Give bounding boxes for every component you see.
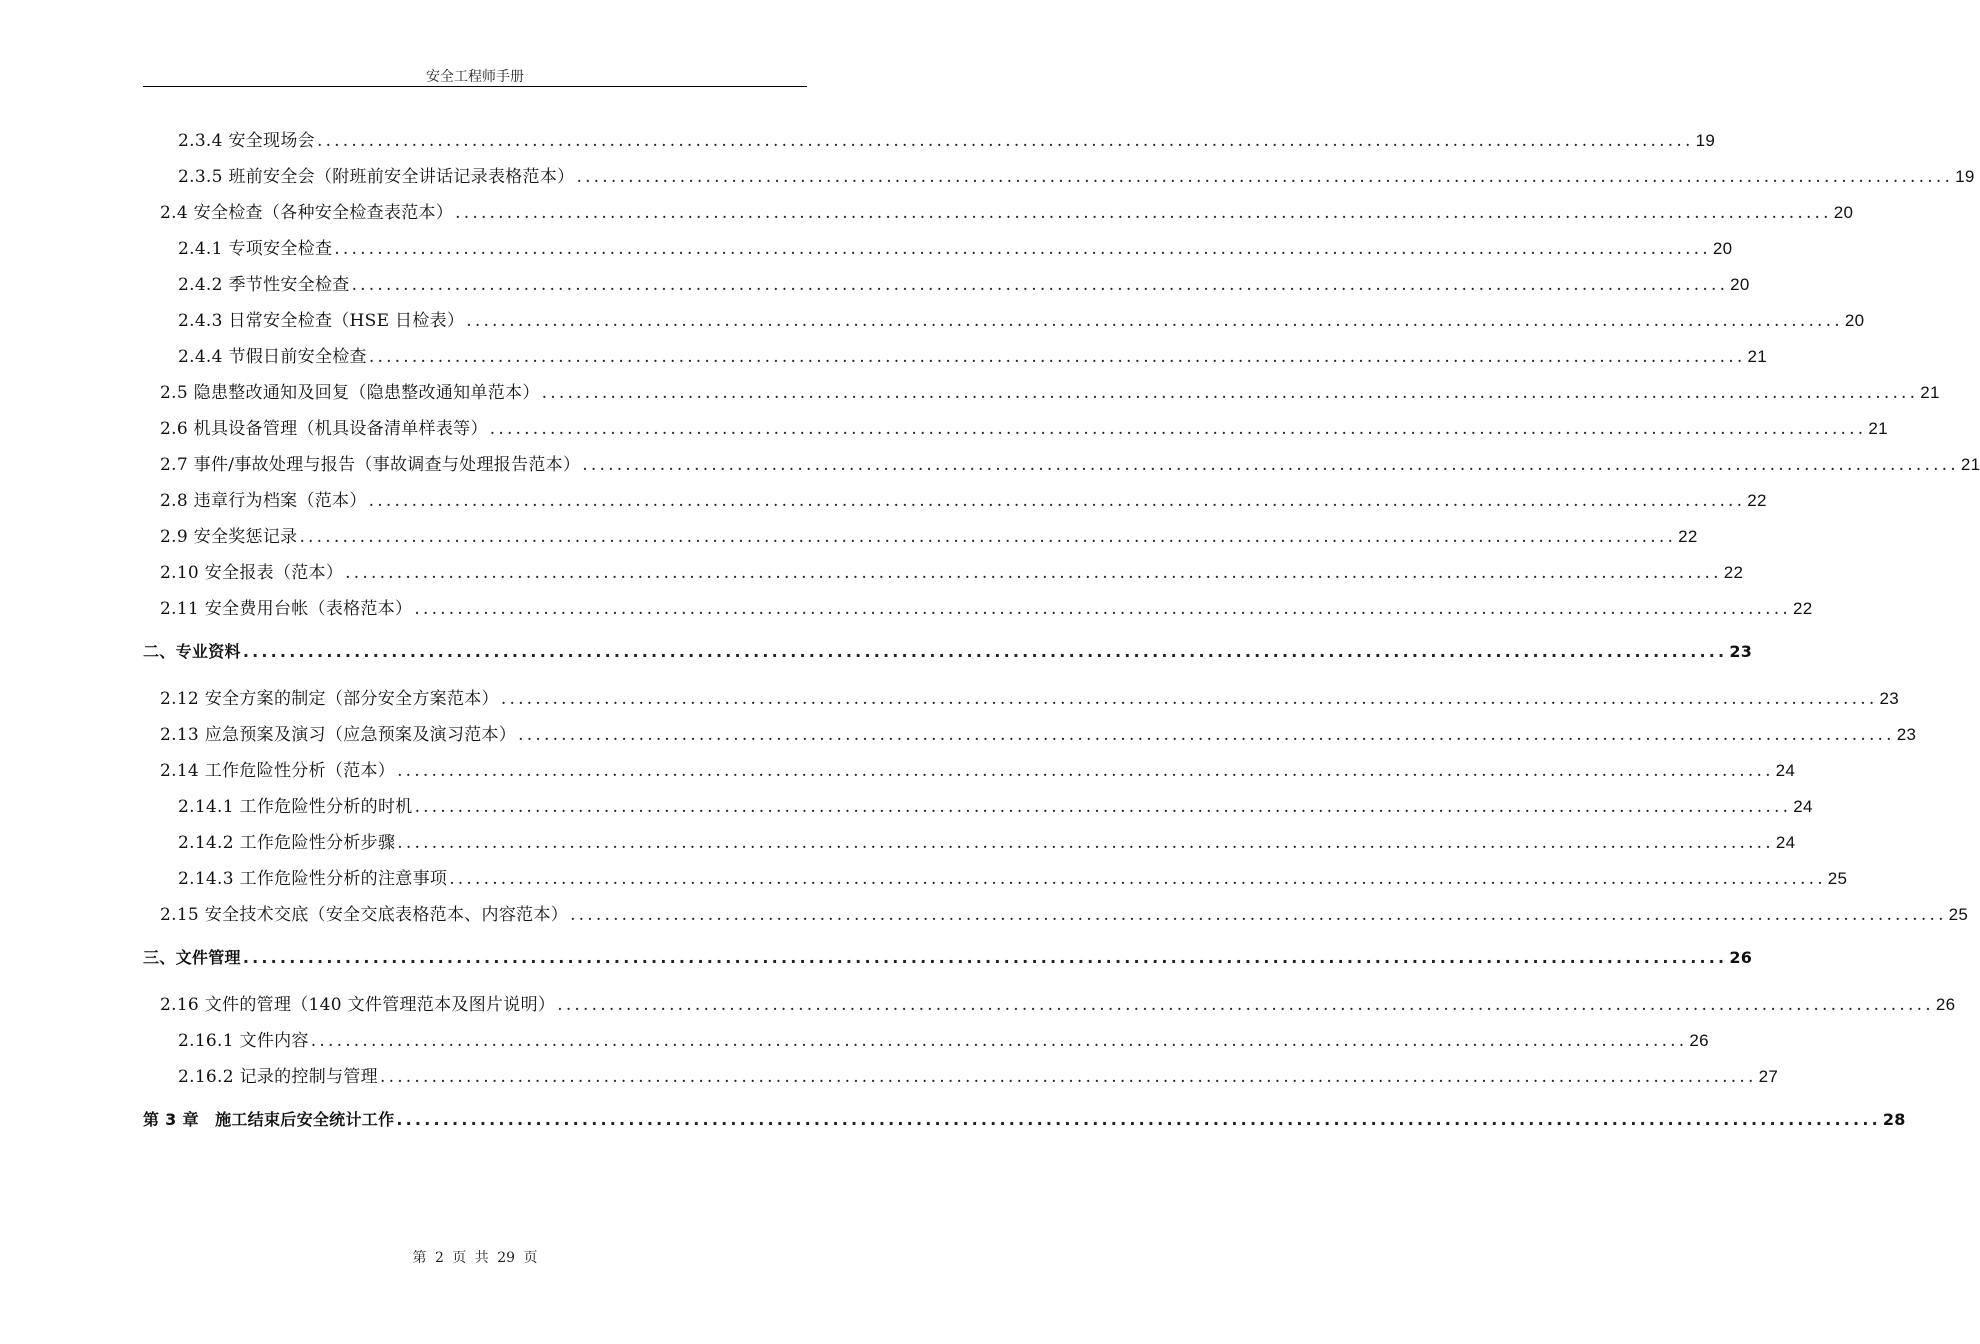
toc-entry[interactable] bbox=[178, 234, 1733, 259]
toc-entry-title: 第 3 章 施工结束后安全统计工作 bbox=[143, 1110, 395, 1129]
toc-entry-page: 24 bbox=[1775, 833, 1796, 852]
toc-entry-title: 2.4 安全检查（各种安全检查表范本） bbox=[160, 203, 454, 223]
toc-leader-dots: ................................................................................................................................................................ bbox=[576, 167, 1954, 187]
toc-leader-dots: ................................................................................................................................................................ bbox=[316, 131, 1694, 151]
toc-leader-dots: ................................................................................................................................................................ bbox=[334, 239, 1711, 259]
toc-entry-title: 2.4.2 季节性安全检查 bbox=[178, 275, 350, 295]
toc-entry[interactable] bbox=[178, 162, 1975, 187]
toc-entry[interactable] bbox=[178, 828, 1796, 853]
toc-entry-title: 2.7 事件/事故处理与报告（事故调查与处理报告范本） bbox=[160, 455, 581, 475]
toc-entry[interactable] bbox=[178, 792, 1813, 817]
toc-leader-dots: ................................................................................................................................................................ bbox=[368, 491, 1746, 511]
toc-leader-dots: ................................................................................................................................................................ bbox=[310, 1031, 1688, 1051]
toc-leader-dots: ................................................................................................................................................................ bbox=[500, 689, 1878, 709]
toc-entry[interactable] bbox=[178, 864, 1848, 889]
toc-leader-dots: ................................................................................................................................................................ bbox=[455, 203, 1832, 223]
toc-leader-dots: ................................................................................................................................................................ bbox=[396, 1110, 1881, 1129]
toc-leader-dots: ................................................................................................................................................................ bbox=[242, 642, 1728, 661]
toc-entry[interactable] bbox=[178, 126, 1716, 151]
toc-entry-page: 21 bbox=[1960, 455, 1980, 474]
toc-entry-title: 2.3.4 安全现场会 bbox=[178, 131, 315, 151]
toc-entry[interactable] bbox=[160, 720, 1917, 745]
toc-entry-title: 三、文件管理 bbox=[143, 948, 241, 967]
toc-entry-title: 2.16.2 记录的控制与管理 bbox=[178, 1067, 378, 1087]
toc-entry-title: 2.11 安全费用台帐（表格范本） bbox=[160, 599, 413, 619]
toc-entry-title: 2.14.1 工作危险性分析的时机 bbox=[178, 797, 413, 817]
toc-entry-title: 2.16 文件的管理（140 文件管理范本及图片说明） bbox=[160, 995, 556, 1015]
toc-entry-title: 2.12 安全方案的制定（部分安全方案范本） bbox=[160, 689, 499, 709]
toc-entry-page: 21 bbox=[1868, 419, 1888, 438]
toc-entry-title: 2.14.2 工作危险性分析步骤 bbox=[178, 833, 396, 853]
toc-leader-dots: ................................................................................................................................................................ bbox=[397, 833, 1774, 853]
toc-leader-dots: ................................................................................................................................................................ bbox=[414, 797, 1792, 817]
toc-entry[interactable] bbox=[160, 594, 1813, 619]
toc-entry-page: 20 bbox=[1730, 275, 1750, 294]
toc-entry-page: 24 bbox=[1775, 761, 1796, 780]
toc-entry[interactable] bbox=[178, 270, 1750, 295]
toc-entry-page: 26 bbox=[1935, 995, 1956, 1014]
toc-entry[interactable] bbox=[178, 1026, 1709, 1051]
toc-entry-title: 2.6 机具设备管理（机具设备清单样表等） bbox=[160, 419, 488, 439]
toc-entry-page: 25 bbox=[1948, 905, 1969, 924]
toc-entry-title: 2.14.3 工作危险性分析的注意事项 bbox=[178, 869, 448, 889]
toc-leader-dots: ................................................................................................................................................................ bbox=[541, 383, 1919, 403]
toc-entry-title: 2.13 应急预案及演习（应急预案及演习范本） bbox=[160, 725, 517, 745]
toc-leader-dots: ................................................................................................................................................................ bbox=[518, 725, 1895, 745]
toc-leader-dots: ................................................................................................................................................................ bbox=[351, 275, 1729, 295]
toc-entry[interactable] bbox=[178, 342, 1767, 367]
toc-entry[interactable] bbox=[160, 378, 1940, 403]
toc-entry-title: 2.4.4 节假日前安全检查 bbox=[178, 347, 367, 367]
toc-entry-title: 2.5 隐患整改通知及回复（隐患整改通知单范本） bbox=[160, 383, 540, 403]
toc-entry-title: 2.4.1 专项安全检查 bbox=[178, 239, 333, 259]
toc-entry[interactable] bbox=[160, 522, 1698, 547]
toc-entry-page: 28 bbox=[1882, 1110, 1906, 1129]
toc-entry[interactable] bbox=[178, 306, 1865, 331]
toc-entry-title: 二、专业资料 bbox=[143, 642, 241, 661]
toc-leader-dots: ................................................................................................................................................................ bbox=[397, 761, 1774, 781]
toc-section-heading[interactable] bbox=[143, 639, 1753, 663]
toc-leader-dots: ................................................................................................................................................................ bbox=[557, 995, 1934, 1015]
toc-entry[interactable] bbox=[160, 450, 1980, 475]
toc-leader-dots: ................................................................................................................................................................ bbox=[299, 527, 1677, 547]
toc-section-heading[interactable] bbox=[143, 945, 1753, 969]
toc-entry-page: 24 bbox=[1793, 797, 1813, 816]
toc-entry-title: 2.16.1 文件内容 bbox=[178, 1031, 309, 1051]
toc-entry-page: 20 bbox=[1844, 311, 1865, 330]
toc-leader-dots: ................................................................................................................................................................ bbox=[449, 869, 1826, 889]
toc-leader-dots: ................................................................................................................................................................ bbox=[368, 347, 1746, 367]
toc-entry[interactable] bbox=[160, 198, 1854, 223]
toc-entry-page: 25 bbox=[1827, 869, 1848, 888]
toc-entry-title: 2.4.3 日常安全检查（HSE 日检表） bbox=[178, 311, 465, 331]
toc-entry-title: 2.15 安全技术交底（安全交底表格范本、内容范本） bbox=[160, 905, 569, 925]
toc-entry[interactable] bbox=[178, 1062, 1779, 1087]
toc-entry-title: 2.3.5 班前安全会（附班前安全讲话记录表格范本） bbox=[178, 167, 575, 187]
toc-entry[interactable] bbox=[160, 990, 1956, 1015]
toc-entry-page: 19 bbox=[1955, 167, 1975, 186]
toc-entry-page: 26 bbox=[1729, 948, 1753, 967]
toc-entry-page: 20 bbox=[1833, 203, 1854, 222]
toc-leader-dots: ................................................................................................................................................................ bbox=[379, 1067, 1757, 1087]
toc-leader-dots: ................................................................................................................................................................ bbox=[414, 599, 1791, 619]
toc-entry-page: 22 bbox=[1678, 527, 1698, 546]
toc-leader-dots: ................................................................................................................................................................ bbox=[582, 455, 1959, 475]
toc-leader-dots: ................................................................................................................................................................ bbox=[489, 419, 1867, 439]
toc-entry[interactable] bbox=[160, 900, 1969, 925]
toc-entry[interactable] bbox=[160, 414, 1888, 439]
toc-entry-page: 21 bbox=[1747, 347, 1767, 366]
toc-entry-page: 23 bbox=[1879, 689, 1899, 708]
toc-entry-title: 2.10 安全报表（范本） bbox=[160, 563, 344, 583]
toc-chapter-heading[interactable] bbox=[143, 1107, 1906, 1131]
toc-entry-page: 27 bbox=[1758, 1067, 1779, 1086]
toc-leader-dots: ................................................................................................................................................................ bbox=[466, 311, 1843, 331]
toc-leader-dots: ................................................................................................................................................................ bbox=[242, 948, 1728, 967]
toc-entry-title: 2.14 工作危险性分析（范本） bbox=[160, 761, 396, 781]
toc-entry[interactable] bbox=[160, 558, 1744, 583]
page-number-footer: 第 2 页 共 29 页 bbox=[412, 1250, 538, 1266]
toc-entry-page: 26 bbox=[1689, 1031, 1709, 1050]
toc-leader-dots: ................................................................................................................................................................ bbox=[570, 905, 1947, 925]
toc-entry[interactable] bbox=[160, 684, 1899, 709]
toc-entry-page: 22 bbox=[1723, 563, 1744, 582]
toc-entry-page: 19 bbox=[1695, 131, 1716, 150]
toc-entry-page: 23 bbox=[1729, 642, 1753, 661]
toc-entry-title: 2.9 安全奖惩记录 bbox=[160, 527, 298, 547]
toc-leader-dots: ................................................................................................................................................................ bbox=[345, 563, 1722, 583]
header-title: 安全工程师手册 bbox=[426, 69, 524, 85]
toc-entry-page: 23 bbox=[1896, 725, 1917, 744]
toc-entry[interactable] bbox=[160, 756, 1796, 781]
toc-entry-page: 22 bbox=[1792, 599, 1813, 618]
toc-entry-page: 21 bbox=[1920, 383, 1940, 402]
toc-entry-page: 20 bbox=[1712, 239, 1733, 258]
toc-entry[interactable] bbox=[160, 486, 1767, 511]
toc-entry-title: 2.8 违章行为档案（范本） bbox=[160, 491, 367, 511]
toc-entry-page: 22 bbox=[1747, 491, 1767, 510]
